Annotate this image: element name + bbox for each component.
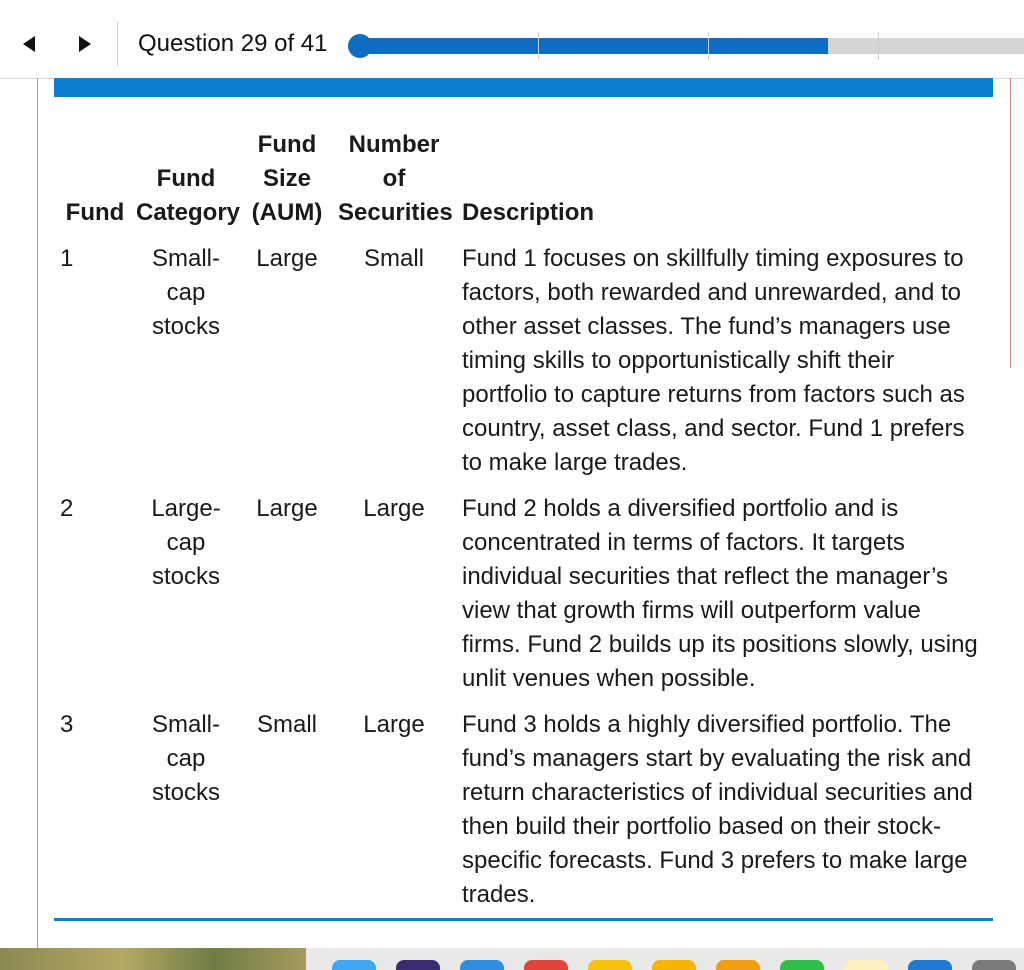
dock-app-icon[interactable] xyxy=(460,960,504,970)
panel-border-left xyxy=(37,78,38,948)
question-counter: Question 29 of 41 xyxy=(138,30,328,57)
cell-securities: Large xyxy=(363,495,425,522)
progress-tick xyxy=(708,32,709,60)
dock-app-icon[interactable] xyxy=(332,960,376,970)
progress-knob[interactable] xyxy=(348,34,372,58)
table-header-row xyxy=(56,128,985,242)
cell-fund: 2 xyxy=(60,495,74,522)
dock-app-icon[interactable] xyxy=(524,960,568,970)
header-fund-category: Fund Category xyxy=(136,165,241,226)
cell-category: Small-cap stocks xyxy=(151,245,220,340)
panel-border-right xyxy=(1010,78,1011,368)
cell-fund: 1 xyxy=(60,245,74,272)
cell-description: Fund 3 holds a highly diversified portfolio. The fund’s managers start by evaluating the risk and return characteristics of individual securities and then build their portfolio based on their stock-specific forecasts. Fund 3 prefers to make large trades. xyxy=(462,711,973,908)
progress-bar[interactable] xyxy=(356,38,1024,54)
cell-category: Small-cap stocks xyxy=(151,711,220,806)
table-row xyxy=(56,708,985,924)
progress-tick xyxy=(878,32,879,60)
dock-app-icon[interactable] xyxy=(972,960,1016,970)
triangle-right-icon xyxy=(66,26,102,62)
header-fund-size: Fund Size (AUM) xyxy=(251,131,323,226)
cell-fund: 3 xyxy=(60,711,74,738)
dock-app-icon[interactable] xyxy=(716,960,760,970)
cell-size: Large xyxy=(256,495,318,522)
cell-size: Large xyxy=(256,245,318,272)
cell-securities: Large xyxy=(363,711,425,738)
dock-app-icon[interactable] xyxy=(588,960,632,970)
progress-tick xyxy=(538,32,539,60)
header-fund: Fund xyxy=(65,199,125,226)
exhibit-bottom-rule xyxy=(54,918,993,921)
desktop-wallpaper xyxy=(0,948,306,970)
dock-app-icon[interactable] xyxy=(780,960,824,970)
cell-size: Small xyxy=(256,711,317,738)
dock-app-icon[interactable] xyxy=(908,960,952,970)
next-question-button[interactable] xyxy=(66,26,102,62)
progress-fill xyxy=(356,38,828,54)
table-row xyxy=(56,242,985,492)
cell-category: Large-cap stocks xyxy=(151,495,221,590)
question-navigation-bar xyxy=(0,0,1024,79)
triangle-left-icon xyxy=(12,26,48,62)
exhibit-header-banner xyxy=(54,78,993,97)
cell-description: Fund 2 holds a diversified portfolio and is concentrated in terms of factors. It targets individual securities that reflect the manager’s view that growth firms will outperform value firms. Fund 2 builds up its positions slowly, using unlit venues when possible. xyxy=(462,495,978,692)
header-description: Description xyxy=(462,199,595,226)
cell-securities: Small xyxy=(363,245,424,272)
header-number-of-securities: Number of Securities xyxy=(338,131,453,226)
dock-app-icon[interactable] xyxy=(396,960,440,970)
table-row xyxy=(56,492,985,708)
nav-divider xyxy=(117,22,118,66)
cell-description: Fund 1 focuses on skillfully timing exposures to factors, both rewarded and unrewarded, and to other asset classes. The fund’s managers use timing skills to opportunistically shift their portfolio to capture returns from factors such as country, asset class, and sector. Fund 1 prefers to make large trades. xyxy=(462,245,965,476)
dock-app-icon[interactable] xyxy=(652,960,696,970)
dock-app-icon[interactable] xyxy=(844,960,888,970)
fund-table xyxy=(56,128,985,924)
previous-question-button[interactable] xyxy=(12,26,48,62)
